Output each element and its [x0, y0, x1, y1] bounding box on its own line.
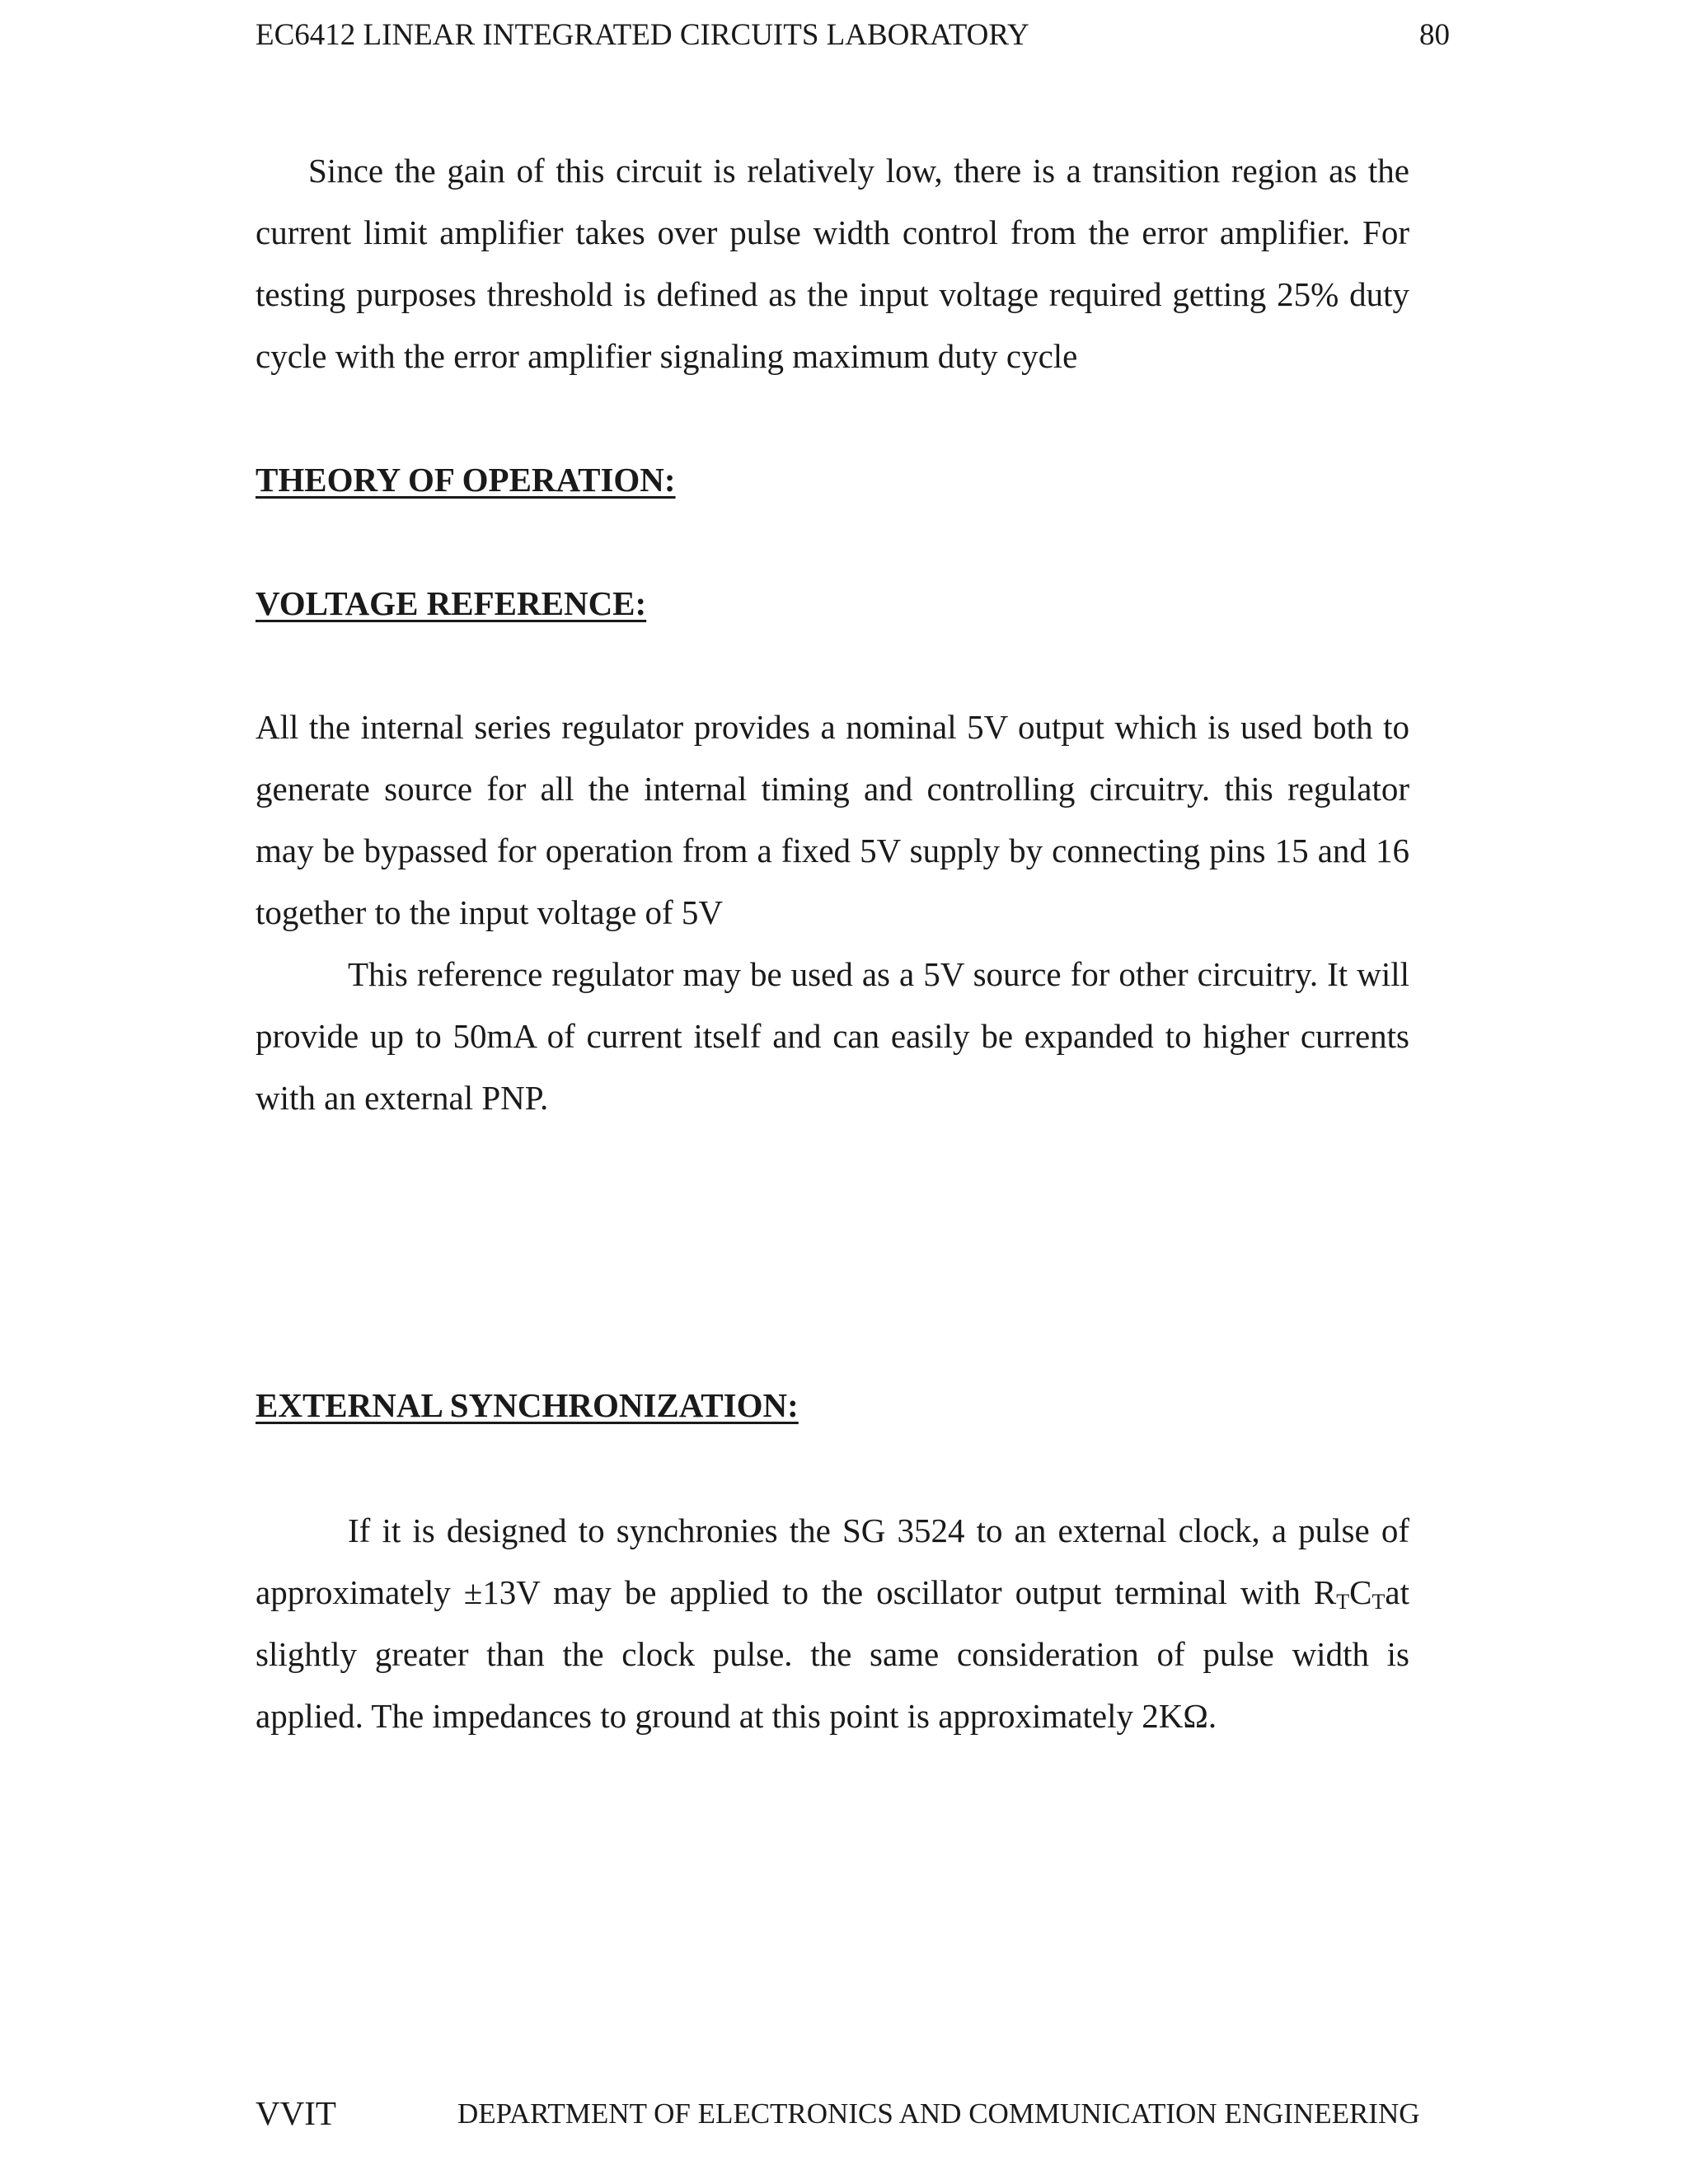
- sync-subscript-t2: T: [1372, 1590, 1386, 1614]
- page-number: 80: [1419, 18, 1450, 52]
- header-title: EC6412 LINEAR INTEGRATED CIRCUITS LABORATORY: [256, 18, 1029, 52]
- sync-text-after: at slightly greater than the clock pulse. the same consideration of pulse width is applied. The impedances to ground at this point is approximately 2KΩ.: [256, 1573, 1409, 1735]
- voltage-reference-paragraph-2: This reference regulator may be used as a 5V source for other circuitry. It will provide up to 50mA of current itself and can easily be expanded to higher currents with an external PNP.: [256, 955, 1409, 1117]
- sync-text-before: If it is designed to synchronies the SG 3524 to an external clock, a pulse of approximately ±13V may be applied to the oscillator output terminal with R: [256, 1511, 1409, 1611]
- footer-department: DEPARTMENT OF ELECTRONICS AND COMMUNICATION ENGINEERING: [457, 2097, 1420, 2130]
- external-synchronization-heading: EXTERNAL SYNCHRONIZATION:: [256, 1386, 799, 1424]
- voltage-reference-paragraph-1: All the internal series regulator provides a nominal 5V output which is used both to generate source for all the internal timing and controlling circuitry. this regulator may be bypassed for operation from a fixed 5V supply by connecting pins 15 and 16 together to the input voltage of 5V: [256, 708, 1409, 931]
- sync-subscript-t1: T: [1336, 1590, 1350, 1614]
- external-synchronization-paragraph: [256, 1500, 1409, 1747]
- footer-institution: VVIT: [256, 2094, 336, 2132]
- intro-paragraph: Since the gain of this circuit is relatively low, there is a transition region as the current limit amplifier takes over pulse width control from the error amplifier. For testing purposes threshold is defined as the input voltage required getting 25% duty cycle with the error amplifier signaling maximum duty cycle: [256, 152, 1409, 375]
- sync-text-mid: C: [1349, 1573, 1372, 1611]
- voltage-reference-heading: VOLTAGE REFERENCE:: [256, 584, 647, 622]
- theory-of-operation-heading: THEORY OF OPERATION:: [256, 461, 676, 499]
